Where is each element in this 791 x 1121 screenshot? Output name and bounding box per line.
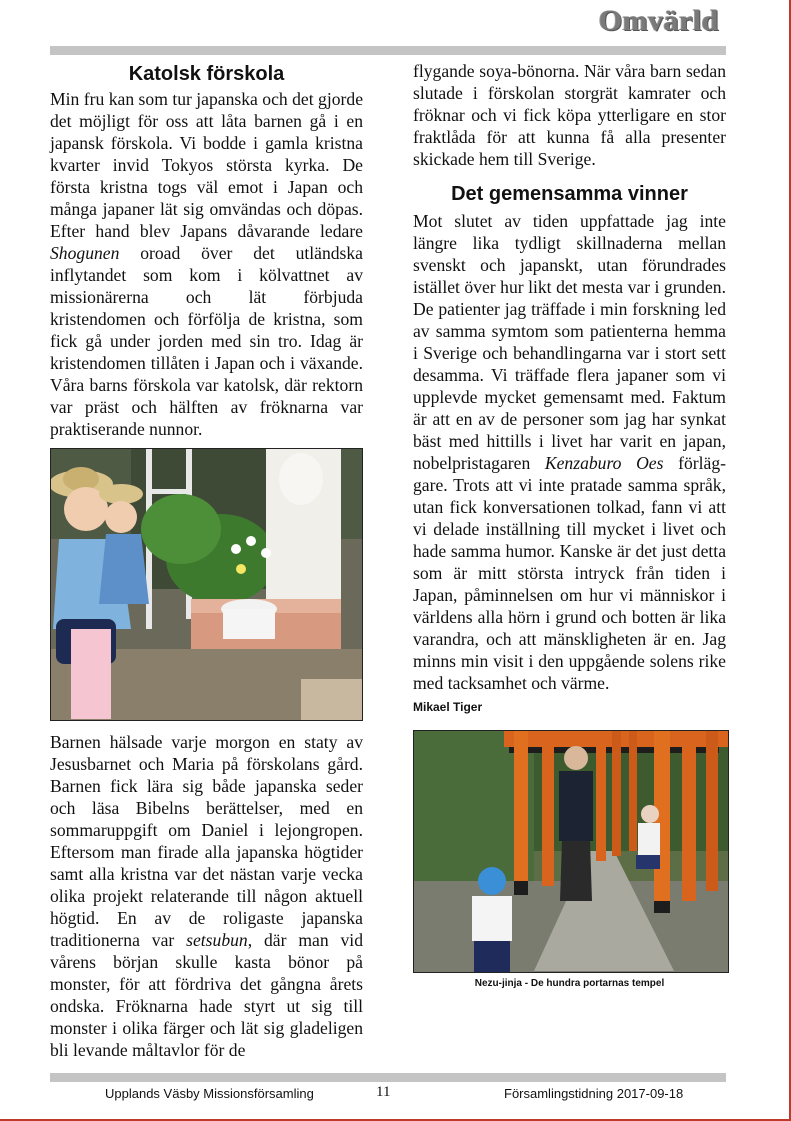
article-heading-gemensamma: Det gemensamma vinner [451,183,688,205]
section-title: Omvärld [598,4,719,37]
footer-publication-date: Församlingstidning 2017-09-18 [504,1086,684,1101]
article-heading-katolsk: Katolsk förskola [128,63,285,85]
page-number: 11 [376,1084,391,1100]
author-name: Mikael Tiger [413,700,483,714]
emphasis-shogunen: Shogunen [50,243,120,263]
right-paragraph-2: Mot slutet av tiden uppfattade jag inte längre lika tydligt skillnaderna mellan svenskt och japanskt, utan förundrades istället över hur likt det mesta var i grunden. De patienter jag träffade i min forskning led av samma symtom som patienterna hemma i Sverige och behandlingarna var i stort sett desamma. Vi träffade flera japaner som vi upplevde mycket gemensamt med. Faktum är att en av de personer som jag har synkat bäst med hittills i livet har varit en japan, nobelpristagaren Kenzaburo Oes förläg-gare. Trots att vi inte pratade samma språk, utan fick konversationen tolkad, fann vi att vi delade inställning till mycket i livet och hade samma humor. Kanske är det just detta som är mitt största intryck från tiden i Japan, påminnelsen om hur vi människor i världens alla hörn i grund och botten är lika varandra, och att mänskligheten är en. Jag minns min visit i den uppgående solens rike med tacksamhet och värme. [413,211,726,693]
footer-organization: Upplands Väsby Missionsförsamling [105,1086,314,1101]
emphasis-kenzaburo: Kenzaburo Oes [544,453,664,473]
right-paragraph-1: flygande soya-bönorna. När våra barn sedan slutade i förskolan storgrät kamrater och fröknar och vi fick köpa ytterligare en stor fraktlåda för att kunna få alla presenter skickade hem till Sverige. [413,61,726,169]
left-column [50,60,363,1061]
left-paragraph-2: Barnen hälsade varje morgon en staty av Jesusbarnet och Maria på förskolans gård. Barnen fick lära sig både japanska seder och läsa Bibelns berättelser, med en sommaruppgift om Daniel i lejongropen. Eftersom man firade alla japanska högtider samt alla kristna var det nästan varje vecka olika projekt relaterande till någon aktuell högtid. En av de roligaste japanska traditionerna var setsubun, där man vid vårens början skulle kasta bönor på monster, för att fördriva det gångna årets ondska. Fröknarna hade styrt ut sig till monster i olika färger och lät sig gladeligen bli levande måltavlor för de [50,732,363,1060]
right-column [413,60,726,991]
photo-torii-gates [413,730,729,973]
footer-rule [50,1073,726,1082]
left-paragraph-1: Min fru kan som tur japanska och det gjorde det möjligt för oss att låta barnen gå i en japansk förskola. Vi bodde i gamla kristna kvarter invid Tokyos största kyrka. De första kristna togs väl emot i Japan och många japaner lät sig omvändas och döpas. Efter hand blev Japans dåvarande ledare Shogunen oroad över det utländska inflytandet som kom i kölvattnet av missionärerna och lät förbjuda kristendomen och förfölja de kristna, som fick gå under jorden med sin tro. Idag är kristendomen tillåten i Japan och i växande. Våra barns förskola var katolsk, där rektorn var präst och hälften av fröknarna var praktiserande nunnor. [50,89,363,439]
photo-children-statue [50,448,363,721]
emphasis-setsubun: setsubun [186,930,248,950]
header-rule [50,46,726,55]
photo-caption: Nezu-jinja - De hundra portarnas tempel [474,978,665,989]
